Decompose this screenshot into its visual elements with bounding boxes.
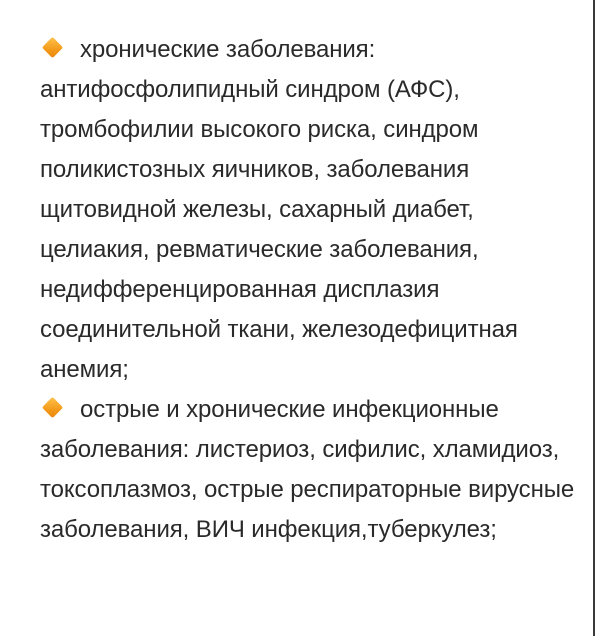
list-item-text: острые и хронические инфекционные заболевания: листериоз, сифилис, хламидиоз, токсоплазмоз, острые респираторные вирусные заболевания, ВИЧ инфекция,туберкулез; [40, 396, 575, 543]
orange-diamond-icon [42, 37, 63, 58]
list-item-text: хронические заболевания: антифосфолипидный синдром (АФС), тромбофилии высокого риска, синдром поликистозных яичников, заболевания щитовидной железы, сахарный диабет, целиакия, ревматические заболевания, недифференцированная дисплазия соединительной ткани, железодефицитная анемия; [40, 36, 518, 383]
list-item-infectious-diseases [40, 390, 580, 550]
list-item-chronic-diseases [40, 30, 580, 390]
page-right-border [593, 0, 595, 636]
document-content [40, 30, 580, 550]
orange-diamond-icon [42, 397, 63, 418]
